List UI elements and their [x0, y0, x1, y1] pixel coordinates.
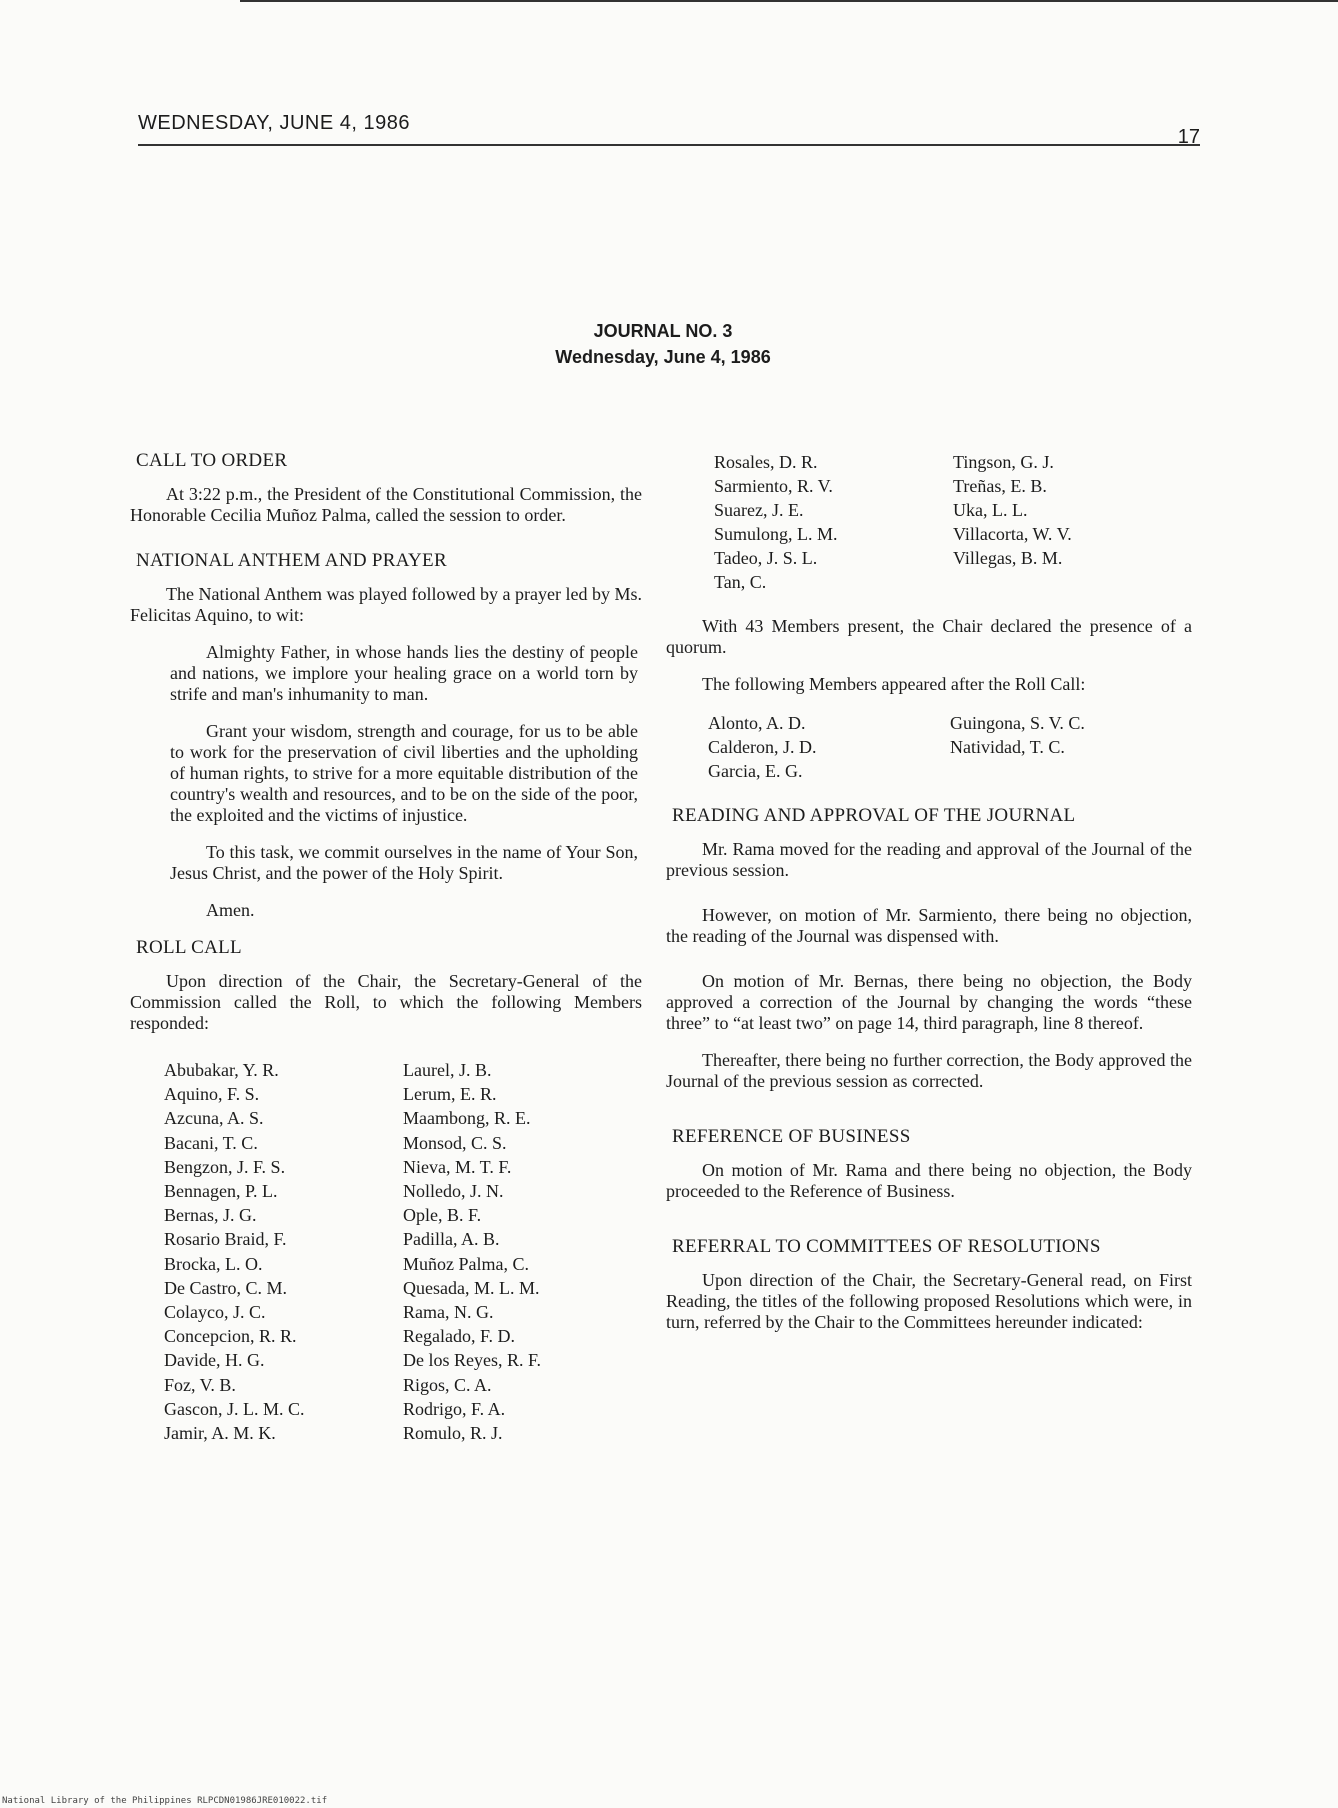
member-name: Tadeo, J. S. L.: [714, 548, 818, 568]
referral-text: Upon direction of the Chair, the Secretary-General read, on First Reading, the titles of the following proposed Resolutions which were, in turn, referred by the Chair to the Committees hereunder indicated:: [666, 1270, 1192, 1332]
member-name: Alonto, A. D.: [708, 713, 806, 733]
member-name: Regalado, F. D.: [403, 1326, 516, 1347]
member-name: Bennagen, P. L.: [164, 1181, 278, 1202]
member-name: Calderon, J. D.: [708, 737, 817, 757]
running-head-date: WEDNESDAY, JUNE 4, 1986: [138, 112, 410, 134]
journal-number: JOURNAL NO. 3: [593, 321, 733, 341]
prayer-paragraph: Almighty Father, in whose hands lies the destiny of people and nations, we implore your healing grace on a world torn by strife and man's inhumanity to man.: [170, 642, 638, 704]
member-name: Nolledo, J. N.: [403, 1181, 504, 1202]
prayer-amen: Amen.: [206, 900, 255, 920]
top-rule: [240, 0, 1338, 2]
member-name: Bernas, J. G.: [164, 1205, 257, 1226]
prayer-paragraph: Grant your wisdom, strength and courage, for us to be able to work for the preservation of civil liberties and the upholding of human rights, to strive for a more equitable distribution of the country's wealth and resources, and to be on the side of the poor, the exploited and the victims of injustice.: [170, 721, 638, 825]
member-name: Tan, C.: [714, 572, 767, 592]
member-name: Muñoz Palma, C.: [403, 1253, 529, 1274]
running-head: [138, 112, 1200, 146]
member-name: Natividad, T. C.: [950, 737, 1065, 757]
roll-call-text: Upon direction of the Chair, the Secretary-General of the Commission called the Roll, to which the following Members responded:: [130, 971, 642, 1033]
member-name: Nieva, M. T. F.: [403, 1156, 512, 1177]
quorum-text: With 43 Members present, the Chair declared the presence of a quorum.: [666, 616, 1192, 657]
member-name: Rama, N. G.: [403, 1302, 494, 1323]
right-column: [666, 450, 1192, 1349]
member-name: De Castro, C. M.: [164, 1277, 287, 1298]
journal-date: Wednesday, June 4, 1986: [555, 347, 771, 367]
member-name: Bengzon, J. F. S.: [164, 1156, 286, 1177]
member-name: Villacorta, W. V.: [953, 524, 1072, 544]
late-col1: [708, 711, 950, 783]
member-name: Uka, L. L.: [953, 500, 1028, 520]
member-name: Brocka, L. O.: [164, 1253, 263, 1274]
roll-call-col1: [164, 1058, 403, 1445]
member-name: Rosales, D. R.: [714, 452, 818, 472]
call-to-order-text: At 3:22 p.m., the President of the Constitutional Commission, the Honorable Cecilia Muñoz Palma, called the session to order.: [130, 484, 642, 525]
journal-paragraph: However, on motion of Mr. Sarmiento, there being no objection, the reading of the Journal was dispensed with.: [666, 905, 1192, 946]
member-name: Foz, V. B.: [164, 1374, 236, 1395]
journal-paragraph: On motion of Mr. Bernas, there being no objection, the Body approved a correction of the Journal by changing the words “these three” to “at least two” on page 14, third paragraph, line 8 thereof.: [666, 971, 1192, 1033]
member-name: Treñas, E. B.: [953, 476, 1047, 496]
late-col2: [950, 711, 1192, 783]
heading-roll-call: ROLL CALL: [136, 937, 242, 958]
late-members-list: [708, 711, 1192, 783]
heading-reference-business: REFERENCE OF BUSINESS: [672, 1126, 911, 1147]
member-name: Garcia, E. G.: [708, 761, 803, 781]
member-name: Abubakar, Y. R.: [164, 1060, 279, 1080]
heading-call-to-order: CALL TO ORDER: [136, 450, 288, 471]
member-name: Rigos, C. A.: [403, 1374, 492, 1395]
member-name: Monsod, C. S.: [403, 1132, 507, 1153]
journal-paragraph: Thereafter, there being no further correction, the Body approved the Journal of the previous session as corrected.: [666, 1050, 1192, 1091]
prayer-paragraph: To this task, we commit ourselves in the name of Your Son, Jesus Christ, and the power of the Holy Spirit.: [170, 842, 638, 883]
member-name: Concepcion, R. R.: [164, 1326, 297, 1347]
member-name: Colayco, J. C.: [164, 1302, 266, 1323]
member-name: De los Reyes, R. F.: [403, 1350, 542, 1371]
member-name: Suarez, J. E.: [714, 500, 804, 520]
member-name: Aquino, F. S.: [164, 1084, 260, 1105]
member-name: Quesada, M. L. M.: [403, 1277, 540, 1298]
roll-continued-col2: [953, 450, 1192, 594]
heading-referral: REFERRAL TO COMMITTEES OF RESOLUTIONS: [672, 1236, 1101, 1257]
member-name: Bacani, T. C.: [164, 1132, 258, 1153]
scan-footer: National Library of the Philippines RLPCDN01986JRE010022.tif: [2, 1796, 328, 1806]
roll-call-list: [164, 1058, 642, 1445]
left-column: [130, 450, 642, 1467]
member-name: Padilla, A. B.: [403, 1229, 500, 1250]
member-name: Romulo, R. J.: [403, 1423, 503, 1444]
prayer-block: [130, 642, 642, 921]
member-name: Laurel, J. B.: [403, 1060, 492, 1080]
member-name: Maambong, R. E.: [403, 1108, 531, 1129]
member-name: Ople, B. F.: [403, 1205, 482, 1226]
member-name: Azcuna, A. S.: [164, 1108, 264, 1129]
journal-title: [0, 318, 1326, 370]
member-name: Sumulong, L. M.: [714, 524, 838, 544]
roll-continued-col1: [714, 450, 953, 594]
heading-anthem-prayer: NATIONAL ANTHEM AND PRAYER: [136, 550, 447, 571]
page-number: 17: [1177, 126, 1200, 148]
journal-paragraph: Mr. Rama moved for the reading and approval of the Journal of the previous session.: [666, 839, 1192, 880]
roll-call-continued: [714, 450, 1192, 594]
late-members-intro: The following Members appeared after the Roll Call:: [702, 674, 1086, 694]
member-name: Rosario Braid, F.: [164, 1229, 287, 1250]
member-name: Sarmiento, R. V.: [714, 476, 833, 496]
member-name: Guingona, S. V. C.: [950, 713, 1085, 733]
member-name: Tingson, G. J.: [953, 452, 1054, 472]
roll-call-col2: [403, 1058, 642, 1445]
member-name: Davide, H. G.: [164, 1350, 265, 1371]
member-name: Gascon, J. L. M. C.: [164, 1398, 305, 1419]
member-name: Lerum, E. R.: [403, 1084, 497, 1105]
anthem-intro: The National Anthem was played followed by a prayer led by Ms. Felicitas Aquino, to wit:: [130, 584, 642, 625]
member-name: Villegas, B. M.: [953, 548, 1063, 568]
reference-text: On motion of Mr. Rama and there being no objection, the Body proceeded to the Reference of Business.: [666, 1160, 1192, 1201]
heading-journal: READING AND APPROVAL OF THE JOURNAL: [672, 805, 1076, 826]
member-name: Rodrigo, F. A.: [403, 1398, 506, 1419]
member-name: Jamir, A. M. K.: [164, 1423, 276, 1444]
